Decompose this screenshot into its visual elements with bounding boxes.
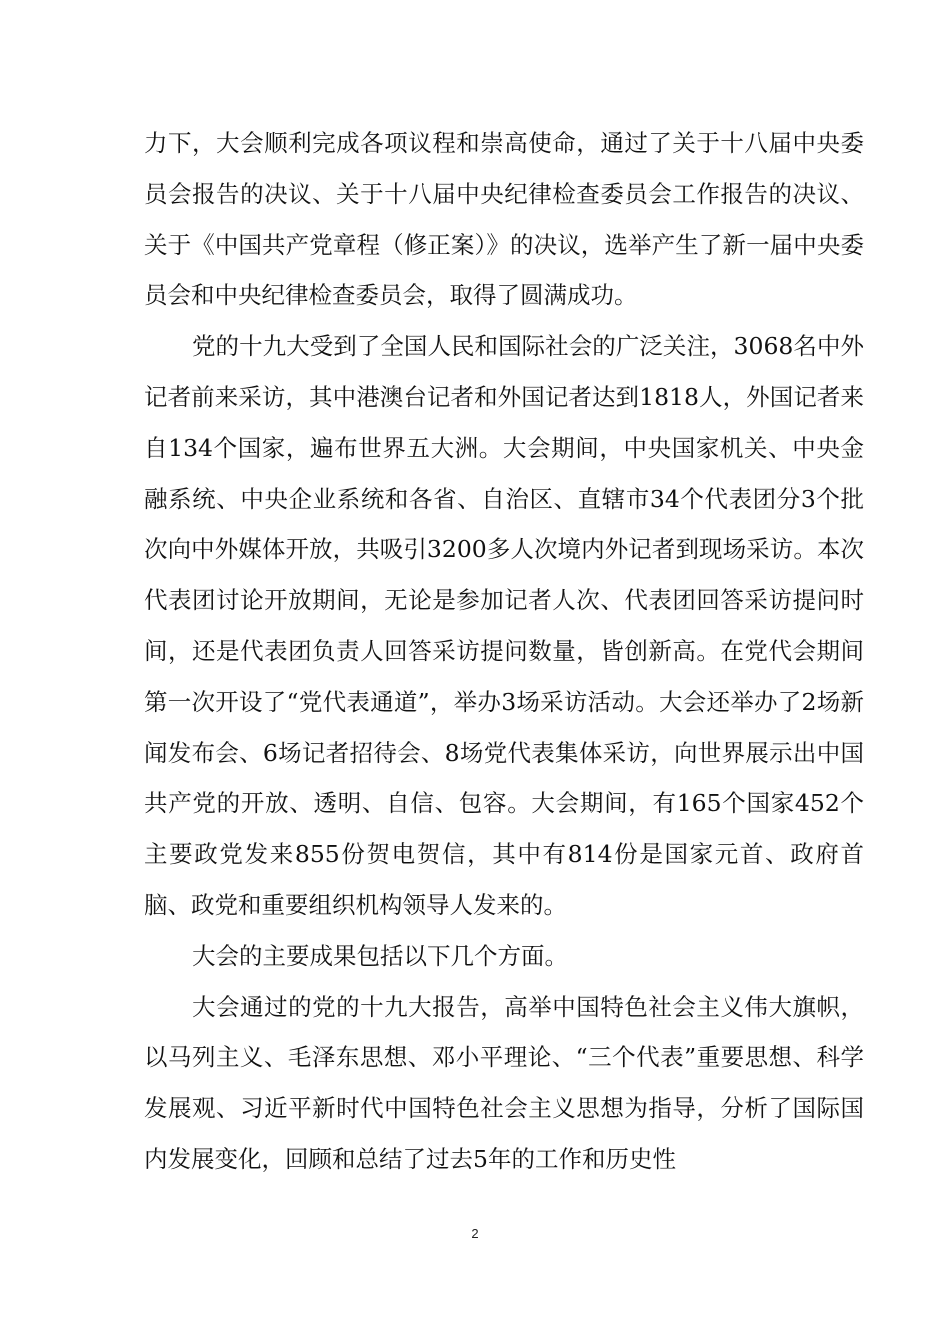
page-number: 2 [471, 1226, 479, 1241]
paragraph-report-summary: 大会通过的党的十九大报告，高举中国特色社会主义伟大旗帜，以马列主义、毛泽东思想、邓小平理论、“三个代表”重要思想、科学发展观、习近平新时代中国特色社会主义思想为指导，分析了国际国内发展变化，回顾和总结了过去5年的工作和历史性 [144, 992, 864, 1173]
paragraph-continuation: 力下，大会顺利完成各项议程和崇高使命，通过了关于十八届中央委员会报告的决议、关于十八届中央纪律检查委员会工作报告的决议、关于《中国共产党章程（修正案）》的决议，选举产生了新一届中央委员会和中央纪律检查委员会，取得了圆满成功。 [144, 129, 864, 310]
paragraph-media-coverage: 党的十九大受到了全国人民和国际社会的广泛关注，3068名中外记者前来采访，其中港澳台记者和外国记者达到1818人，外国记者来自134个国家，遍布世界五大洲。大会期间，中央国家机关、中央金融系统、中央企业系统和各省、自治区、直辖市34个代表团分3个批次向中外媒体开放，共吸引3200多人次境内外记者到现场采访。本次代表团讨论开放期间，无论是参加记者人次、代表团回答采访提问时间，还是代表团负责人回答采访提问数量，皆创新高。在党代会期间第一次开设了“党代表通道”，举办3场采访活动。大会还举办了2场新闻发布会、6场记者招待会、8场党代表集体采访，向世界展示出中国共产党的开放、透明、自信、包容。大会期间，有165个国家452个主要政党发来855份贺电贺信，其中有814份是国家元首、政府首脑、政党和重要组织机构领导人发来的。 [144, 332, 864, 919]
document-body [144, 118, 864, 1185]
paragraph-main-results-intro: 大会的主要成果包括以下几个方面。 [192, 941, 568, 970]
